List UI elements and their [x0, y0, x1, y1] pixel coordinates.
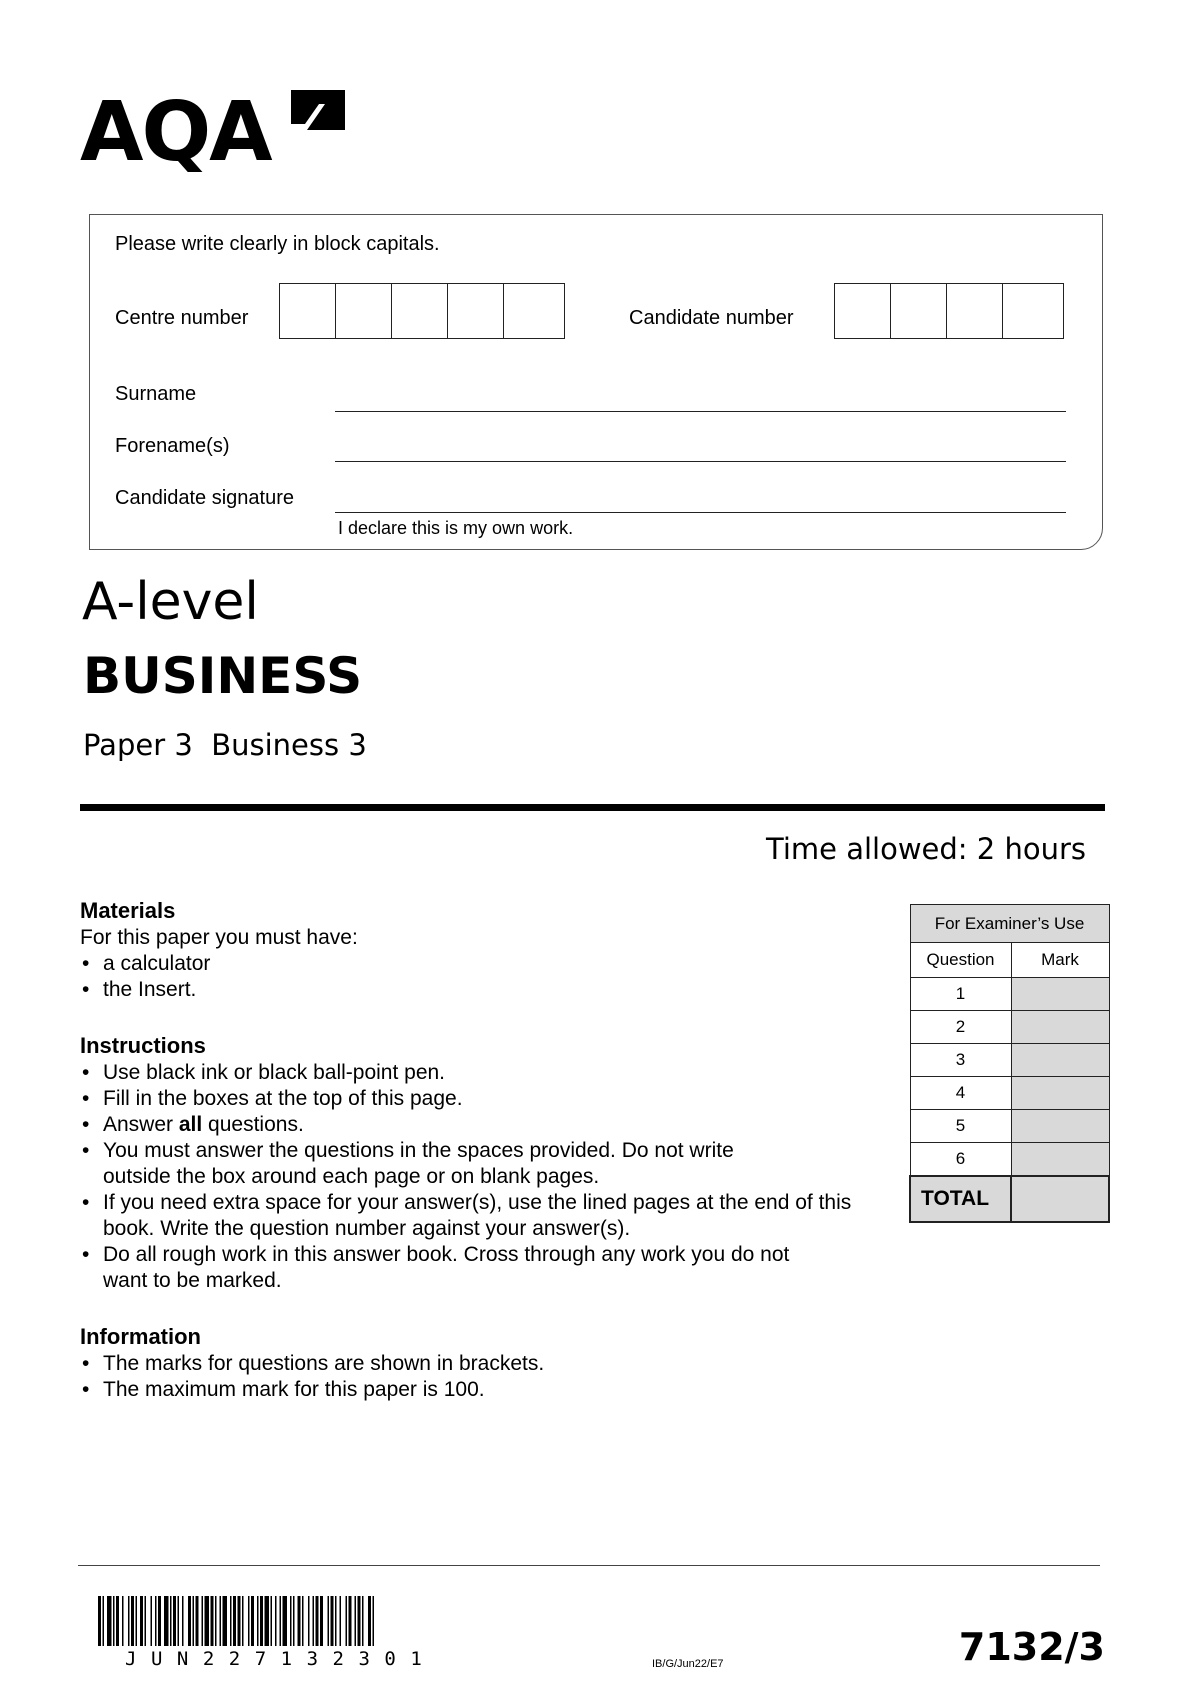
- barcode-bar: [298, 1596, 301, 1646]
- barcode-bar: [283, 1596, 288, 1646]
- barcode-bar: [308, 1596, 310, 1646]
- barcode-bar: [103, 1596, 105, 1646]
- candidate-number-label: Candidate number: [629, 307, 794, 329]
- barcode-bar: [182, 1596, 184, 1646]
- barcode-bar: [122, 1596, 124, 1646]
- barcode-bar: [265, 1596, 270, 1646]
- examiner-use-table: [909, 904, 1110, 1223]
- barcode-bar: [116, 1596, 119, 1646]
- total-label: TOTAL: [910, 1176, 1011, 1222]
- instructions-section: [80, 1032, 860, 1294]
- barcode-bar: [230, 1596, 232, 1646]
- barcode-bar: [193, 1596, 195, 1646]
- candidate-details-box: [89, 214, 1103, 550]
- block-capitals-instruction: Please write clearly in block capitals.: [115, 233, 440, 255]
- barcode-bar: [340, 1596, 342, 1646]
- answer-post: questions.: [202, 1113, 304, 1136]
- barcode-bar: [368, 1596, 371, 1646]
- list-item: • You must answer the questions in the spaces provided. Do not write outside the box around each page or on blank pages.: [80, 1138, 783, 1190]
- barcode-bar: [293, 1596, 295, 1646]
- barcode-bar: [155, 1596, 157, 1646]
- candidate-digit-box[interactable]: [947, 284, 1003, 338]
- mark-cell: [1011, 1110, 1109, 1143]
- surname-label: Surname: [115, 383, 197, 405]
- list-item: • The maximum mark for this paper is 100.: [80, 1377, 880, 1403]
- total-mark-cell: [1011, 1176, 1109, 1222]
- barcode-bar: [320, 1596, 323, 1646]
- question-number: 1: [910, 978, 1011, 1011]
- time-allowed: Time allowed: 2 hours: [766, 832, 1086, 866]
- forename-field[interactable]: [335, 461, 1066, 462]
- document-reference: IB/G/Jun22/E7: [652, 1658, 724, 1670]
- mark-cell: [1011, 1011, 1109, 1044]
- instructions-list: [80, 1060, 860, 1294]
- mark-cell: [1011, 1143, 1109, 1177]
- barcode-bar: [158, 1596, 161, 1646]
- question-number: 5: [910, 1110, 1011, 1143]
- logo-text: AQA: [80, 85, 271, 180]
- barcode-text: JUN227132301: [125, 1648, 437, 1670]
- barcode-bar: [188, 1596, 191, 1646]
- barcode-bar: [313, 1596, 315, 1646]
- title-divider: [80, 804, 1105, 811]
- centre-digit-box[interactable]: [504, 284, 560, 338]
- list-item: • If you need extra space for your answer(s), use the lined pages at the end of this book. Write the question number against your answer(s).: [80, 1190, 903, 1242]
- candidate-digit-box[interactable]: [891, 284, 947, 338]
- barcode-bar: [316, 1596, 319, 1646]
- barcode-bar: [290, 1596, 292, 1646]
- candidate-digit-box[interactable]: [1003, 284, 1059, 338]
- barcode-bar: [355, 1596, 357, 1646]
- question-number: 3: [910, 1044, 1011, 1077]
- barcode-bar: [238, 1596, 241, 1646]
- barcode-bar: [128, 1596, 130, 1646]
- list-item: • The marks for questions are shown in brackets.: [80, 1351, 880, 1377]
- barcode-bar: [328, 1596, 330, 1646]
- materials-section: [80, 897, 880, 1003]
- footer-divider: [78, 1565, 1100, 1566]
- barcode-bar: [349, 1596, 352, 1646]
- barcode-bar: [233, 1596, 236, 1646]
- barcode-bar: [151, 1596, 153, 1646]
- centre-number-label: Centre number: [115, 307, 249, 329]
- answer-pre: Answer: [103, 1113, 179, 1136]
- barcode-bar: [202, 1596, 204, 1646]
- barcode: [98, 1596, 483, 1646]
- barcode-bar: [196, 1596, 199, 1646]
- list-item: • Fill in the boxes at the top of this page.: [80, 1086, 860, 1112]
- aqa-logo: [80, 86, 345, 186]
- barcode-bar: [173, 1596, 176, 1646]
- forename-label: Forename(s): [115, 435, 230, 457]
- barcode-bar: [205, 1596, 210, 1646]
- barcode-bar: [275, 1596, 277, 1646]
- barcode-bar: [302, 1596, 304, 1646]
- barcode-bar: [271, 1596, 273, 1646]
- paper-title: Paper 3 Business 3: [83, 728, 367, 762]
- candidate-number-boxes[interactable]: [834, 283, 1064, 339]
- barcode-bar: [140, 1596, 143, 1646]
- materials-list: [80, 951, 880, 1003]
- barcode-bar: [211, 1596, 214, 1646]
- barcode-bar: [145, 1596, 147, 1646]
- barcode-bar: [113, 1596, 115, 1646]
- centre-number-boxes[interactable]: [279, 283, 565, 339]
- list-item: • a calculator: [80, 951, 880, 977]
- centre-digit-box[interactable]: [336, 284, 392, 338]
- barcode-bar: [373, 1596, 375, 1646]
- barcode-bar: [220, 1596, 222, 1646]
- barcode-bar: [131, 1596, 134, 1646]
- barcode-bar: [257, 1596, 259, 1646]
- surname-field[interactable]: [335, 411, 1066, 412]
- question-number: 4: [910, 1077, 1011, 1110]
- barcode-bar: [164, 1596, 169, 1646]
- instructions-heading: Instructions: [80, 1033, 206, 1058]
- barcode-bar: [358, 1596, 361, 1646]
- materials-heading: Materials: [80, 898, 176, 923]
- barcode-bar: [280, 1596, 282, 1646]
- list-item: [80, 1112, 860, 1138]
- barcode-bar: [107, 1596, 112, 1646]
- materials-intro: For this paper you must have:: [80, 926, 358, 949]
- question-number: 2: [910, 1011, 1011, 1044]
- information-heading: Information: [80, 1324, 201, 1349]
- information-section: [80, 1323, 880, 1403]
- signature-field[interactable]: [335, 512, 1066, 513]
- barcode-bar: [248, 1596, 250, 1646]
- mark-cell: [1011, 1077, 1109, 1110]
- barcode-bar: [215, 1596, 217, 1646]
- signature-label: Candidate signature: [115, 487, 295, 509]
- barcode-bar: [335, 1596, 337, 1646]
- list-item: • Use black ink or black ball-point pen.: [80, 1060, 860, 1086]
- barcode-bar: [362, 1596, 364, 1646]
- qualification-level: A-level: [82, 572, 259, 632]
- barcode-bar: [260, 1596, 263, 1646]
- information-list: [80, 1351, 880, 1403]
- declaration-text: I declare this is my own work.: [338, 518, 574, 538]
- mark-cell: [1011, 978, 1109, 1011]
- centre-digit-box[interactable]: [280, 284, 336, 338]
- barcode-bar: [136, 1596, 138, 1646]
- centre-digit-box[interactable]: [448, 284, 504, 338]
- barcode-bar: [170, 1596, 172, 1646]
- barcode-bar: [98, 1596, 101, 1646]
- question-column-header: Question: [910, 943, 1011, 978]
- barcode-bar: [346, 1596, 348, 1646]
- examiner-table-heading: For Examiner’s Use: [910, 905, 1109, 943]
- centre-digit-box[interactable]: [392, 284, 448, 338]
- answer-emphasis: all: [178, 1113, 203, 1136]
- question-number: 6: [910, 1143, 1011, 1177]
- candidate-digit-box[interactable]: [835, 284, 891, 338]
- subject-title: BUSINESS: [83, 647, 363, 705]
- mark-column-header: Mark: [1011, 943, 1109, 978]
- list-item: • the Insert.: [80, 977, 880, 1003]
- leaf-mark-icon: [285, 90, 345, 146]
- mark-cell: [1011, 1044, 1109, 1077]
- list-item: • Do all rough work in this answer book. Cross through any work you do not want to be marked.: [80, 1242, 823, 1294]
- paper-code: 7132/3: [958, 1625, 1105, 1669]
- barcode-bar: [178, 1596, 180, 1646]
- barcode-bar: [242, 1596, 244, 1646]
- barcode-bar: [223, 1596, 228, 1646]
- barcode-bar: [251, 1596, 254, 1646]
- barcode-bar: [331, 1596, 334, 1646]
